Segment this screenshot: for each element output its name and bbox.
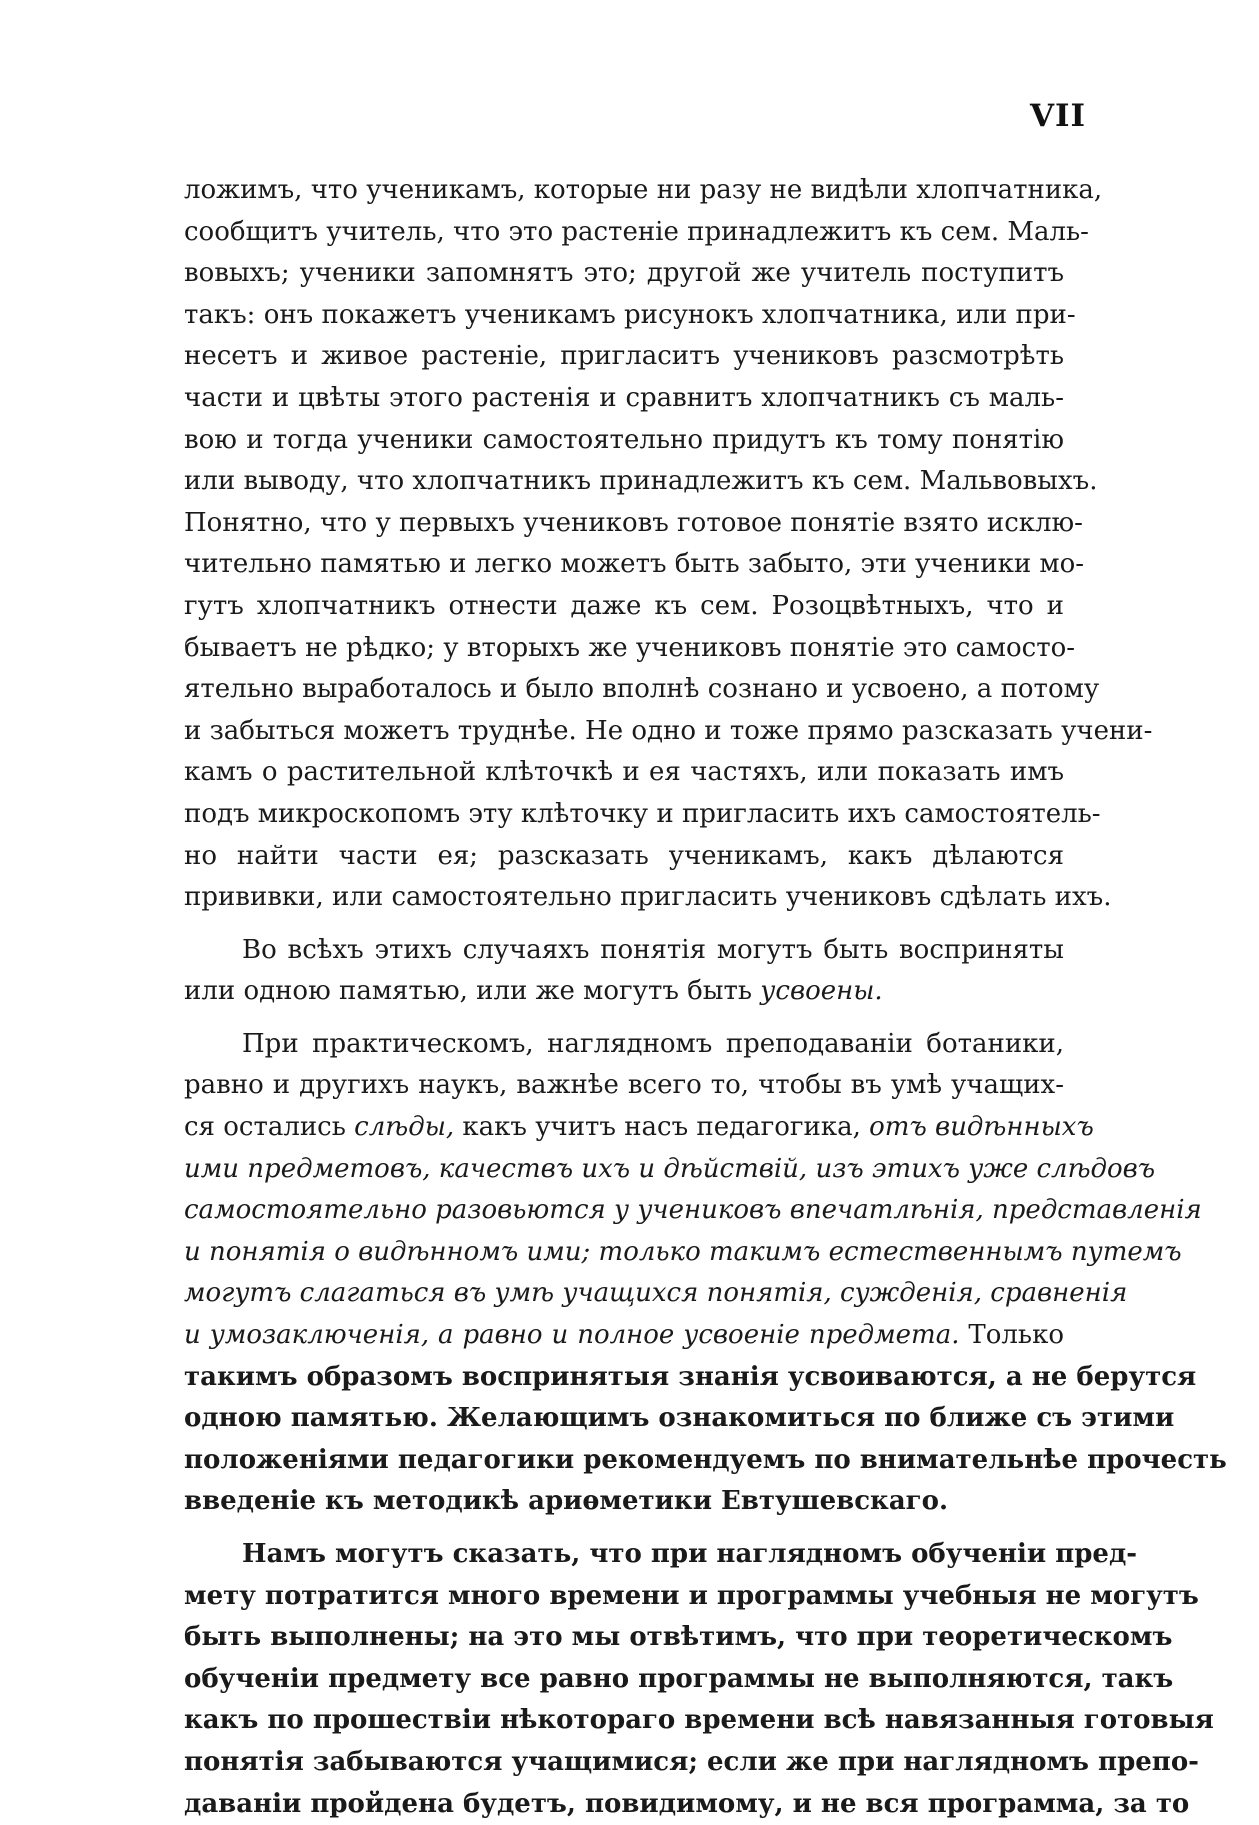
text-line [184,1398,1175,1440]
text-segment: одною памятью. Желающимъ ознакомиться по ближе съ этими [184,1403,1175,1434]
text-line [184,1742,1199,1784]
text-segment: бываетъ не рѣдко; у вторыхъ же учениковъ понятіе это самосто- [184,632,1076,663]
text-segment: введеніе къ методикѣ ариѳметики Евтушевскаго. [184,1486,948,1517]
text-line [184,586,1064,628]
page-number: VII [1030,98,1087,134]
text-line [184,1024,1064,1066]
text-line [184,336,1064,378]
text-segment: такимъ образомъ воспринятыя знанія усвоиваются, а не берутся [184,1361,1197,1392]
text-line [184,1534,1138,1576]
text-line [184,1481,1064,1523]
text-segment: мету потратится много времени и программы учебныя не могутъ [184,1580,1199,1611]
text-line [184,420,1064,462]
text-line [184,1700,1214,1742]
text-segment: Во всѣхъ этихъ случаяхъ понятія могутъ быть восприняты [242,934,1064,965]
text-segment: положеніями педагогики рекомендуемъ по внимательнѣе прочесть [184,1444,1227,1475]
text-segment: При практическомъ, наглядномъ преподаваніи ботаники, [242,1028,1064,1059]
italic-text: самостоятельно разовьются у учениковъ впечатлѣнія, представленія [184,1195,1202,1226]
text-line [184,1617,1173,1659]
text-line [184,378,1064,420]
text-line [184,1232,1182,1274]
italic-text: отъ видѣнныхъ [869,1112,1094,1143]
text-line [184,794,1101,836]
text-segment: ятельно выработалось и было вполнѣ сознано и усвоено, а потому [184,674,1100,705]
text-segment: вовыхъ; ученики запомнятъ это; другой же учитель поступитъ [184,258,1064,289]
text-segment: обученіи предмету все равно программы не выполняются, такъ [184,1663,1174,1694]
text-line [184,628,1076,670]
text-line [184,170,1103,212]
text-line [184,253,1064,295]
text-segment: равно и другихъ наукъ, важнѣе всего то, чтобы въ умѣ учащих- [184,1070,1064,1101]
italic-text: слѣды, [354,1112,455,1143]
text-segment: несетъ и живое растеніе, пригласитъ учениковъ разсмотрѣть [184,341,1064,372]
text-line [184,295,1076,337]
text-line [184,1065,1064,1107]
text-segment: понятія забываются учащимися; если же при наглядномъ препо- [184,1746,1199,1777]
text-segment: прививки, или самостоятельно пригласить учениковъ сдѣлать ихъ. [184,882,1112,913]
body-text [184,170,1227,1825]
text-line [184,711,1153,753]
italic-text: и умозаключенія, а равно и полное усвоеніе предмета. [184,1320,960,1351]
text-line [184,1576,1199,1618]
paragraph-gap [184,1523,1064,1534]
text-line [184,1440,1227,1482]
text-segment: но найти части ея; разсказать ученикамъ, какъ дѣлаются [184,840,1064,871]
italic-text: ими предметовъ, качествъ ихъ и дѣйствій, изъ этихъ уже слѣдовъ [184,1153,1156,1184]
text-line [184,971,1064,1013]
text-line [184,1107,1094,1149]
text-line [184,1659,1174,1701]
text-line [184,503,1083,545]
text-line [184,544,1085,586]
text-segment: быть выполнены; на это мы отвѣтимъ, что при теоретическомъ [184,1622,1173,1653]
text-segment: даваніи пройдена будетъ, повидимому, и не вся программа, за то [184,1788,1190,1819]
paragraph-gap [184,919,1064,930]
text-segment: чительно памятью и легко можетъ быть забыто, эти ученики мо- [184,549,1085,580]
text-segment: Понятно, что у первыхъ учениковъ готовое понятіе взято исклю- [184,507,1083,538]
text-segment: камъ о растительной клѣточкѣ и ея частяхъ, или показать имъ [184,757,1064,788]
text-line [184,212,1089,254]
text-line [184,930,1064,972]
text-segment: вою и тогда ученики самостоятельно придутъ къ тому понятію [184,424,1064,455]
text-line [184,1149,1156,1191]
text-segment: ложимъ, что ученикамъ, которые ни разу не видѣли хлопчатника, [184,175,1103,205]
text-line [184,669,1100,711]
text-line [184,752,1064,794]
text-line [184,1190,1202,1232]
paragraph-gap [184,1013,1064,1024]
text-segment: Намъ могутъ сказать, что при наглядномъ обученіи пред- [242,1539,1138,1569]
text-segment: какъ по прошествіи нѣкотораго времени всѣ навязанныя готовыя [184,1705,1214,1736]
text-segment: подъ микроскопомъ эту клѣточку и пригласить ихъ самостоятель- [184,798,1101,829]
italic-text: усвоены. [760,976,883,1007]
text-segment: Только [959,1320,1064,1351]
text-segment: или выводу, что хлопчатникъ принадлежитъ къ сем. Мальвовыхъ. [184,466,1098,497]
text-line [184,461,1098,503]
italic-text: и понятія о видѣнномъ ими; только такимъ естественнымъ путемъ [184,1236,1182,1267]
text-segment: какъ учитъ насъ педагогика, [454,1112,870,1143]
text-segment: гутъ хлопчатникъ отнести даже къ сем. Розоцвѣтныхъ, что и [184,590,1064,621]
text-line [184,1784,1190,1825]
text-line [184,836,1064,878]
text-segment: такъ: онъ покажетъ ученикамъ рисунокъ хлопчатника, или при- [184,299,1076,330]
text-line [184,1357,1197,1399]
text-segment: ся остались [184,1112,355,1143]
text-segment: части и цвѣты этого растенія и сравнитъ хлопчатникъ съ маль- [184,382,1064,413]
text-segment: или одною памятью, или же могутъ быть [184,976,761,1007]
text-line [184,1315,1064,1357]
text-line [184,877,1112,919]
text-line [184,1273,1128,1315]
italic-text: могутъ слагаться въ умѣ учащихся понятія, сужденія, сравненія [184,1278,1128,1309]
text-segment: сообщитъ учитель, что это растеніе принадлежитъ къ сем. Маль- [184,216,1089,247]
text-segment: и забыться можетъ труднѣе. Не одно и тоже прямо разсказать учени- [184,715,1153,746]
